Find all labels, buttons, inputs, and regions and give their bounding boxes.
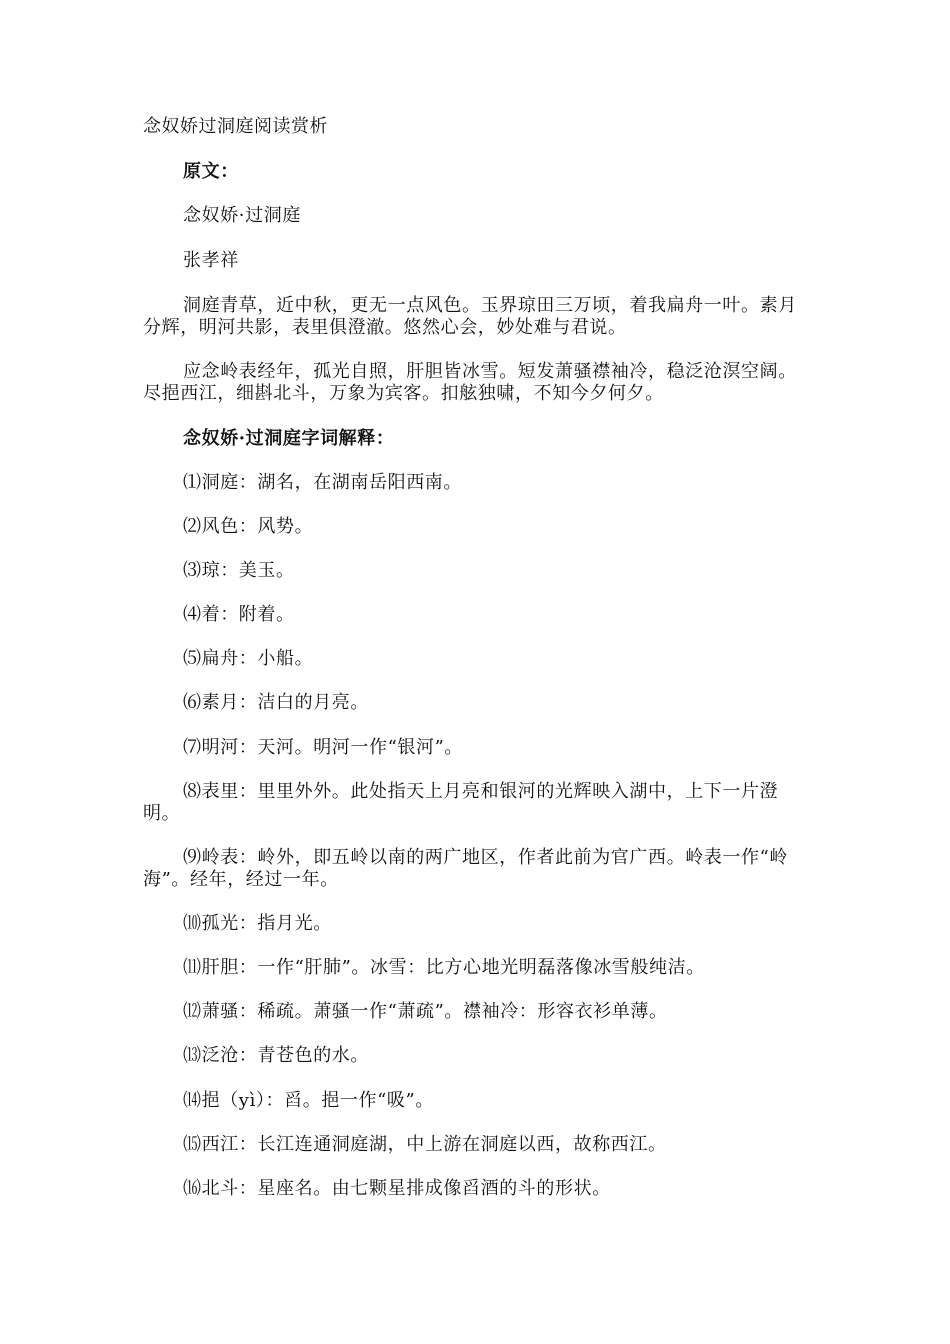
note-item: ⑴洞庭：湖名，在湖南岳阳西南。: [183, 472, 462, 493]
note-item: ⒀泛沧：青苍色的水。: [183, 1045, 369, 1066]
document-title: 念奴娇过洞庭阅读赏析: [143, 116, 328, 137]
notes-heading: 念奴娇·过洞庭字词解释：: [183, 428, 395, 449]
note-item: ⑾肝胆：一作“肝肺”。冰雪：比方心地光明磊落像冰雪般纯洁。: [183, 957, 705, 978]
note-item: ⒁挹（yì）：舀。挹一作“吸”。: [183, 1090, 434, 1111]
note-item: ⒃北斗：星座名。由七颗星排成像舀酒的斗的形状。: [183, 1178, 611, 1199]
original-heading: 原文：: [183, 161, 239, 182]
note-item: ⑿萧骚：稀疏。萧骚一作“萧疏”。襟袖冷：形容衣衫单薄。: [183, 1001, 668, 1022]
note-item: ⑵风色：风势。: [183, 516, 314, 537]
note-item: ⑺明河：天河。明河一作“银河”。: [183, 737, 464, 758]
poem-stanza-2: 应念岭表经年，孤光自照，肝胆皆冰雪。短发萧骚襟袖冷，稳泛沧溟空阔。尽挹西江，细斟北斗，万象为宾客。扣舷独啸，不知今夕何夕。: [143, 361, 797, 404]
note-item: ⑽孤光：指月光。: [183, 913, 332, 934]
note-item: ⑷着：附着。: [183, 604, 295, 625]
note-item: ⑹素月：洁白的月亮。: [183, 692, 369, 713]
note-item: ⑶琼：美玉。: [183, 560, 295, 581]
note-item: ⒂西江：长江连通洞庭湖，中上游在洞庭以西，故称西江。: [183, 1134, 667, 1155]
poem-title: 念奴娇·过洞庭: [183, 205, 301, 226]
note-item: ⑻表里：里里外外。此处指天上月亮和银河的光辉映入湖中，上下一片澄明。: [143, 781, 779, 824]
note-item: ⑸扁舟：小船。: [183, 648, 314, 669]
poem-author: 张孝祥: [183, 250, 239, 271]
note-item: ⑼岭表：岭外，即五岭以南的两广地区，作者此前为官广西。岭表一作“岭海”。经年，经过一年。: [143, 847, 788, 890]
poem-stanza-1: 洞庭青草，近中秋，更无一点风色。玉界琼田三万顷，着我扁舟一叶。素月分辉，明河共影，表里俱澄澈。悠然心会，妙处难与君说。: [143, 295, 797, 338]
